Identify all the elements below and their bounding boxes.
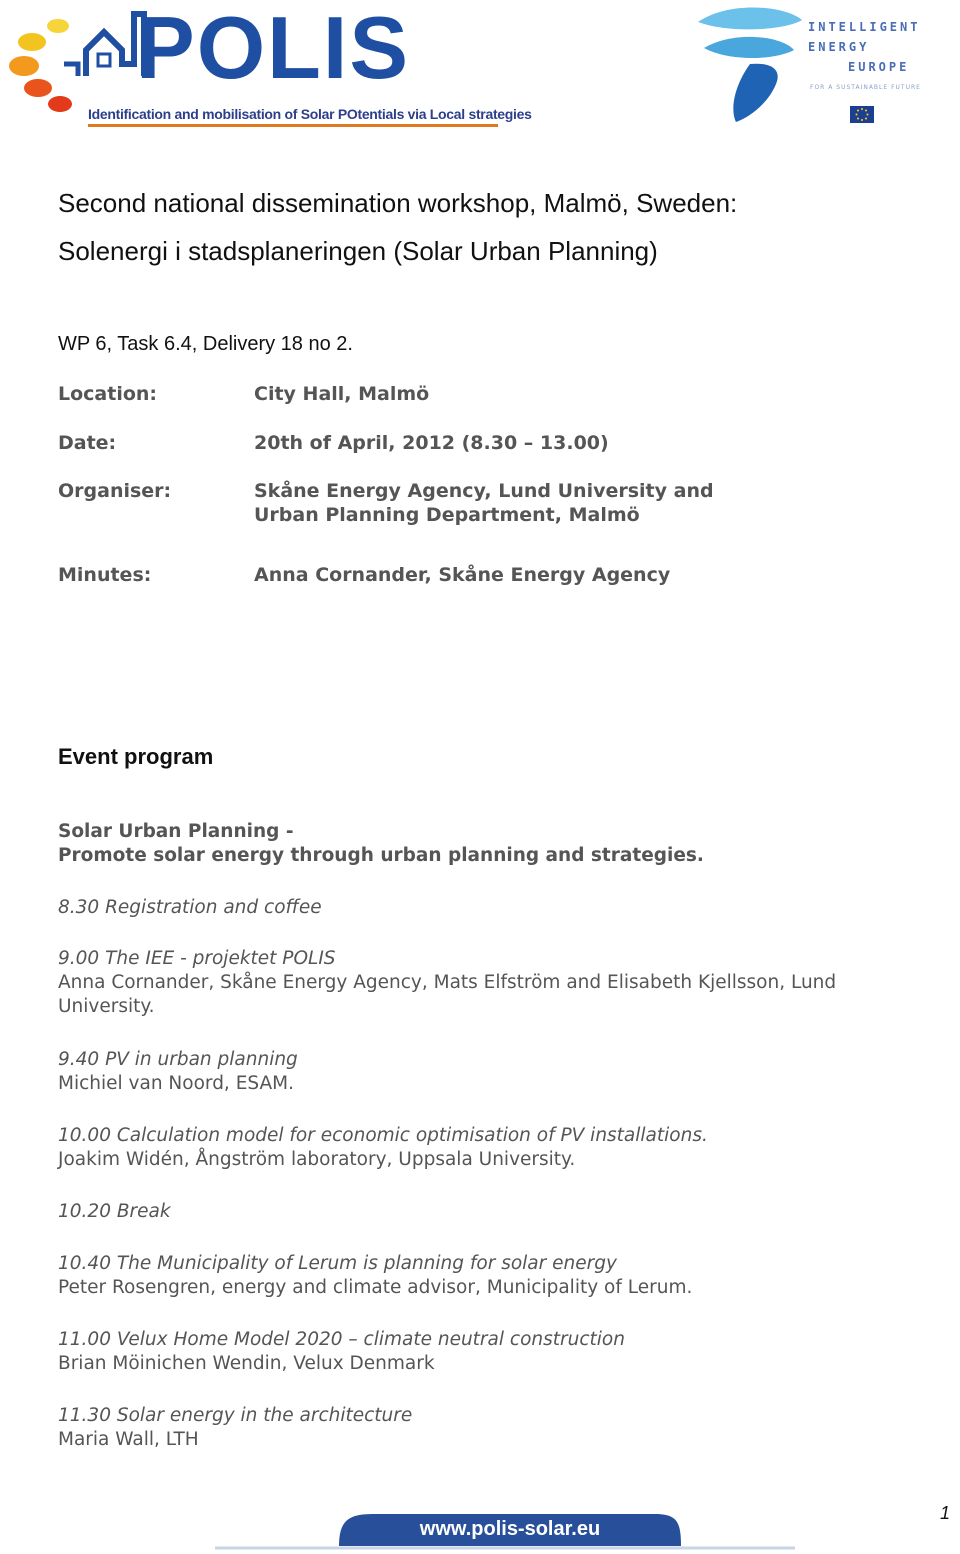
program-item-title: 10.00 Calculation model for economic optimisation of PV installations.	[58, 1125, 708, 1146]
iee-logo	[690, 0, 952, 130]
program-item	[58, 1328, 625, 1376]
organiser-value-line-2: Urban Planning Department, Malmö	[254, 504, 640, 526]
program-item-speaker: University.	[58, 996, 155, 1017]
minutes-value: Anna Cornander, Skåne Energy Agency	[254, 564, 671, 586]
program-item	[58, 1124, 708, 1172]
event-subtitle	[58, 820, 704, 868]
iee-tagline: FOR A SUSTAINABLE FUTURE	[810, 84, 921, 91]
document-title-line-2: Solenergi i stadsplaneringen (Solar Urban Planning)	[58, 236, 658, 266]
location-value: City Hall, Malmö	[254, 383, 430, 405]
iee-swoosh-icon	[690, 0, 810, 128]
event-subtitle-line-2: Promote solar energy through urban planning and strategies.	[58, 845, 704, 866]
footer-website-link[interactable]: www.polis-solar.eu	[419, 1518, 601, 1540]
work-package-line: WP 6, Task 6.4, Delivery 18 no 2.	[58, 333, 353, 355]
program-item	[58, 1404, 412, 1452]
document-title-line-1: Second national dissemination workshop, Malmö, Sweden:	[58, 188, 738, 218]
program-item	[58, 1252, 692, 1300]
program-item-title: 9.00 The IEE - projektet POLIS	[58, 948, 336, 969]
date-label: Date:	[58, 432, 117, 454]
polis-logo-word: POLIS	[136, 0, 411, 97]
program-item-speaker: Anna Cornander, Skåne Energy Agency, Mats Elfström and Elisabeth Kjellsson, Lund	[58, 972, 837, 993]
program-item	[58, 947, 836, 1019]
program-item-title: 10.40 The Municipality of Lerum is planning for solar energy	[58, 1253, 617, 1274]
polis-logo	[8, 0, 532, 128]
iee-line-3: EUROPE	[848, 60, 910, 74]
footer-band	[215, 1512, 795, 1552]
minutes-label: Minutes:	[58, 564, 152, 586]
program-item-title: 10.20 Break	[58, 1201, 171, 1222]
program-item	[58, 896, 322, 920]
page-number: 1	[940, 1503, 951, 1523]
program-item-speaker: Peter Rosengren, energy and climate advisor, Municipality of Lerum.	[58, 1277, 693, 1298]
iee-line-2: ENERGY	[808, 40, 870, 54]
program-item-title: 11.00 Velux Home Model 2020 – climate neutral construction	[58, 1329, 625, 1350]
program-item-title: 11.30 Solar energy in the architecture	[58, 1405, 413, 1426]
event-program-heading: Event program	[58, 744, 214, 769]
event-subtitle-line-1: Solar Urban Planning -	[58, 821, 294, 842]
program-item-speaker: Brian Möinichen Wendin, Velux Denmark	[58, 1353, 435, 1374]
program-item-speaker: Michiel van Noord, ESAM.	[58, 1073, 294, 1094]
sun-house-icon	[8, 6, 148, 116]
organiser-value: Skåne Energy Agency, Lund University and	[254, 480, 714, 502]
program-item-speaker: Maria Wall, LTH	[58, 1429, 199, 1450]
program-item-title: 8.30 Registration and coffee	[58, 897, 322, 918]
eu-flag-icon	[850, 106, 874, 123]
iee-line-1: INTELLIGENT	[808, 20, 921, 34]
program-item	[58, 1048, 298, 1096]
location-label: Location:	[58, 383, 158, 405]
polis-logo-underline	[88, 124, 498, 127]
program-item	[58, 1200, 171, 1224]
organiser-label: Organiser:	[58, 480, 172, 502]
program-item-speaker: Joakim Widén, Ångström laboratory, Uppsala University.	[58, 1149, 576, 1170]
program-item-title: 9.40 PV in urban planning	[58, 1049, 298, 1070]
polis-logo-tagline: Identification and mobilisation of Solar POtentials via Local strategies	[88, 106, 532, 122]
date-value: 20th of April, 2012 (8.30 – 13.00)	[254, 432, 609, 454]
